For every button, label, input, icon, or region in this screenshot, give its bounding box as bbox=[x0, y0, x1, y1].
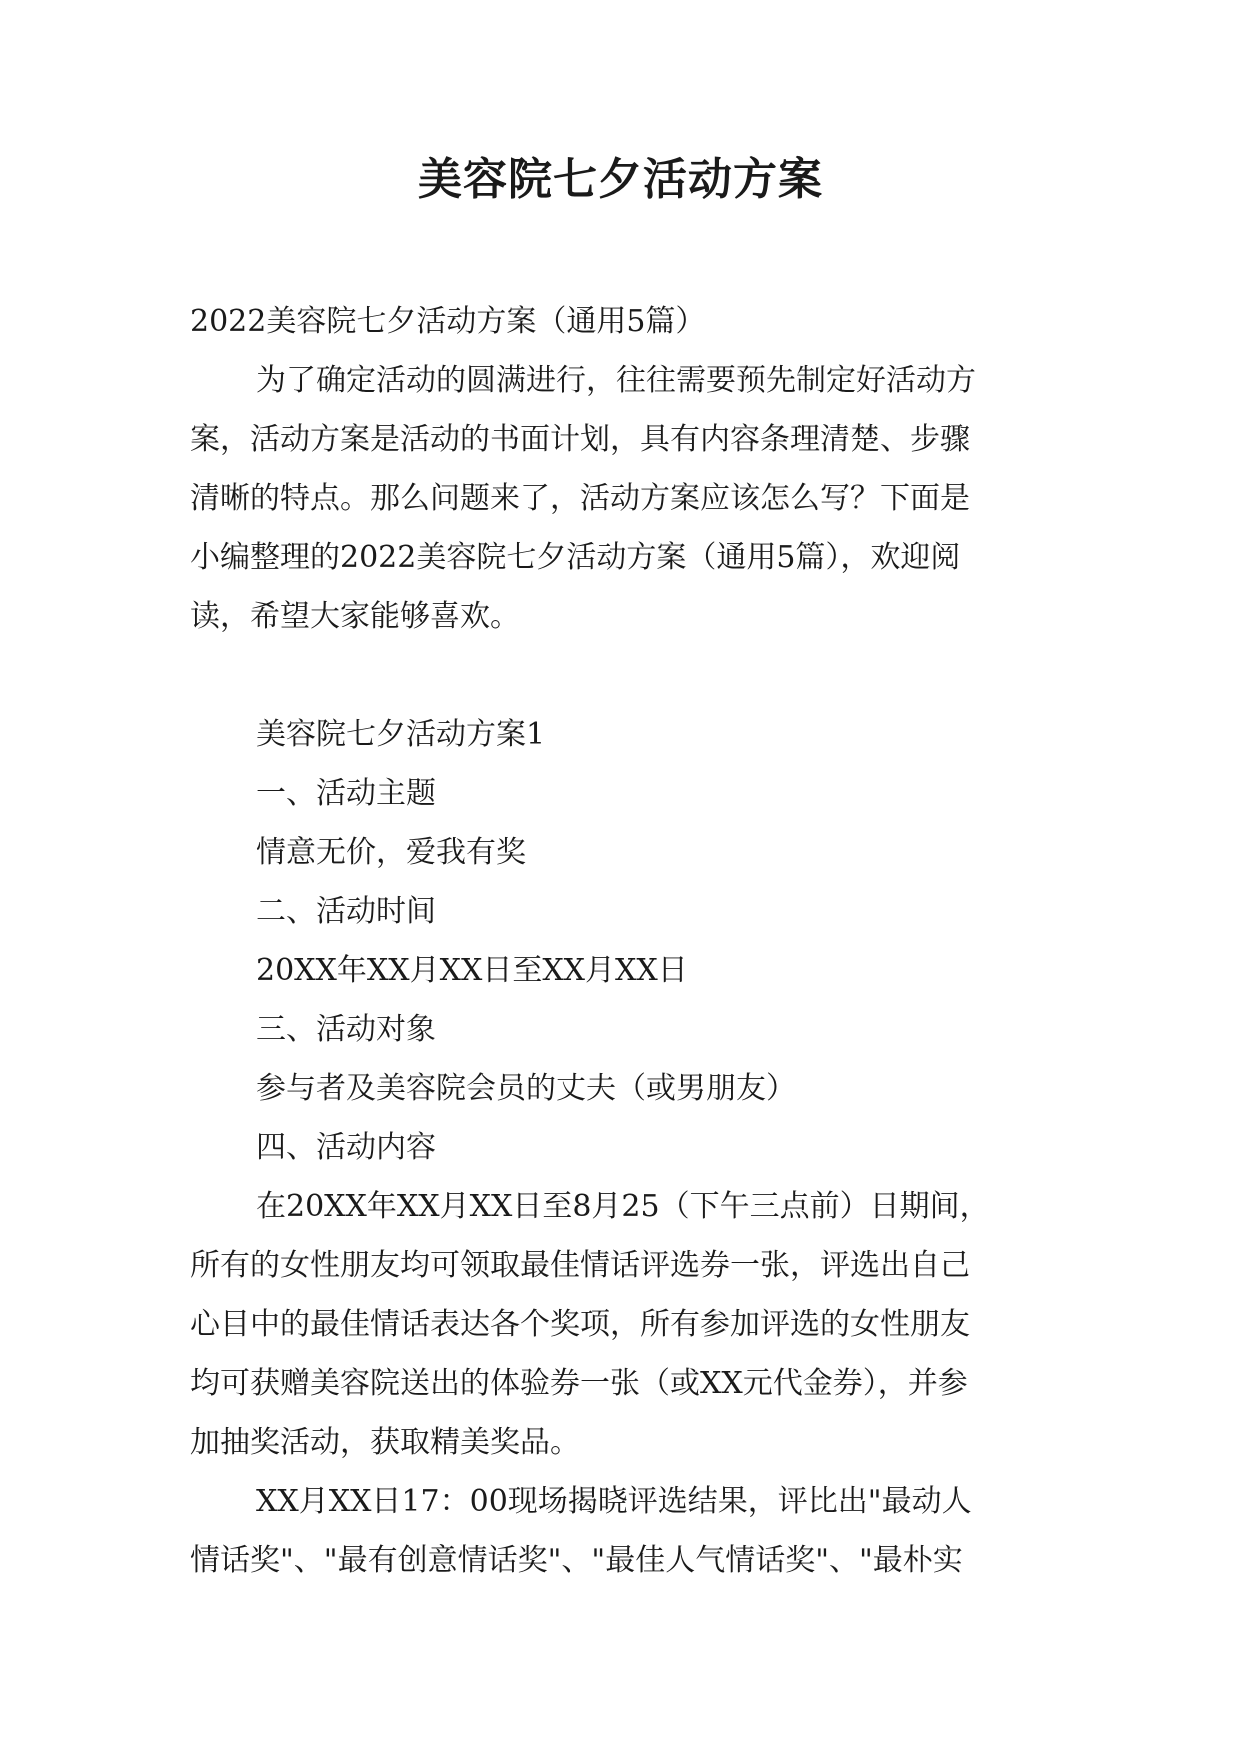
section-heading: 美容院七夕活动方案1 bbox=[256, 717, 546, 752]
paragraph-line: 案，活动方案是活动的书面计划，具有内容条理清楚、步骤 bbox=[190, 422, 970, 457]
subsection-heading: 二、活动时间 bbox=[256, 894, 436, 929]
paragraph-line: 小编整理的2022美容院七夕活动方案（通用5篇），欢迎阅 bbox=[190, 540, 961, 575]
paragraph-line: 参与者及美容院会员的丈夫（或男朋友） bbox=[256, 1071, 796, 1106]
subsection-heading: 一、活动主题 bbox=[256, 776, 436, 811]
blank-line bbox=[190, 646, 1050, 705]
paragraph-line: 心目中的最佳情话表达各个奖项，所有参加评选的女性朋友 bbox=[190, 1307, 970, 1342]
document-body bbox=[190, 292, 1050, 1590]
paragraph-line: 所有的女性朋友均可领取最佳情话评选券一张，评选出自己 bbox=[190, 1248, 970, 1283]
paragraph-line: XX月XX日17：00现场揭晓评选结果，评比出"最动人 bbox=[256, 1484, 972, 1519]
paragraph-line: 在20XX年XX月XX日至8月25（下午三点前）日期间， bbox=[256, 1189, 990, 1224]
paragraph-line: 情话奖"、"最有创意情话奖"、"最佳人气情话奖"、"最朴实 bbox=[190, 1543, 963, 1578]
paragraph-line: 均可获赠美容院送出的体验券一张（或XX元代金券），并参 bbox=[190, 1366, 968, 1401]
paragraph-line: 情意无价，爱我有奖 bbox=[256, 835, 526, 870]
paragraph-line: 2022美容院七夕活动方案（通用5篇） bbox=[190, 304, 706, 339]
paragraph-line: 清晰的特点。那么问题来了，活动方案应该怎么写？下面是 bbox=[190, 481, 970, 516]
paragraph-line: 读，希望大家能够喜欢。 bbox=[190, 599, 520, 634]
paragraph-line: 为了确定活动的圆满进行，往往需要预先制定好活动方 bbox=[256, 363, 976, 398]
subsection-heading: 三、活动对象 bbox=[256, 1012, 436, 1047]
paragraph-line: 加抽奖活动，获取精美奖品。 bbox=[190, 1425, 580, 1460]
subsection-heading: 四、活动内容 bbox=[256, 1130, 436, 1165]
paragraph-line: 20XX年XX月XX日至XX月XX日 bbox=[256, 953, 688, 988]
document-title: 美容院七夕活动方案 bbox=[418, 154, 823, 205]
